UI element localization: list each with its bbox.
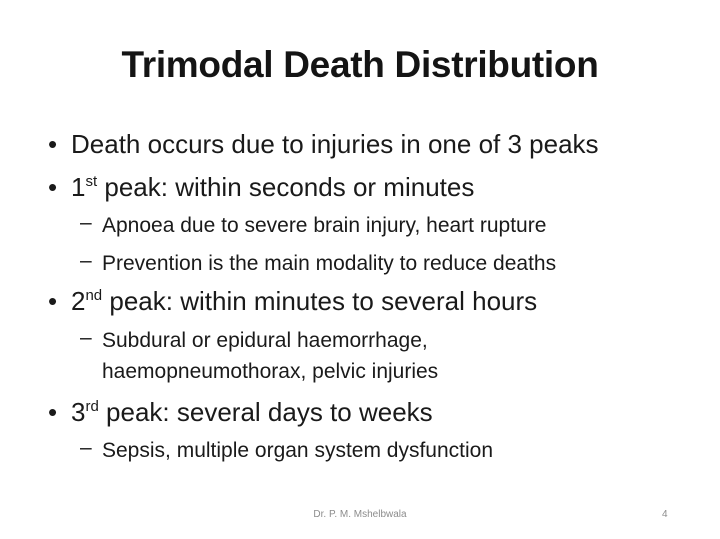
ordinal-suffix: rd: [85, 398, 99, 415]
footer-author: Dr. P. M. Mshelbwala: [313, 509, 407, 520]
sub-dash-icon: –: [80, 326, 92, 349]
sub-bullet-text: Prevention is the main modality to reduce deaths: [102, 252, 557, 275]
sub-dash-icon: –: [80, 211, 92, 234]
bullet-dot-icon: •: [48, 129, 58, 159]
sub-bullet-text: Subdural or epidural haemorrhage,: [102, 329, 428, 352]
ordinal-suffix: nd: [85, 287, 103, 304]
bullet-text: 2nd peak: within minutes to several hours: [71, 286, 538, 316]
bullet-text: 3rd peak: several days to weeks: [71, 397, 433, 427]
sub-bullet-text: Apnoea due to severe brain injury, heart rupture: [102, 214, 547, 237]
sub-dash-icon: –: [80, 249, 92, 272]
sub-dash-icon: –: [80, 436, 92, 459]
bullet-dot-icon: •: [48, 286, 58, 316]
footer-page-number: 4: [662, 509, 668, 520]
sub-bullet-text: haemopneumothorax, pelvic injuries: [102, 360, 439, 383]
bullet-dot-icon: •: [48, 397, 58, 427]
sub-bullet-text: Sepsis, multiple organ system dysfunction: [102, 439, 494, 462]
bullet-dot-icon: •: [48, 172, 58, 202]
ordinal-suffix: st: [85, 173, 98, 190]
slide-title: Trimodal Death Distribution: [121, 44, 599, 85]
bullet-text: 1st peak: within seconds or minutes: [71, 172, 475, 202]
bullet-text: Death occurs due to injuries in one of 3 peaks: [71, 129, 599, 159]
